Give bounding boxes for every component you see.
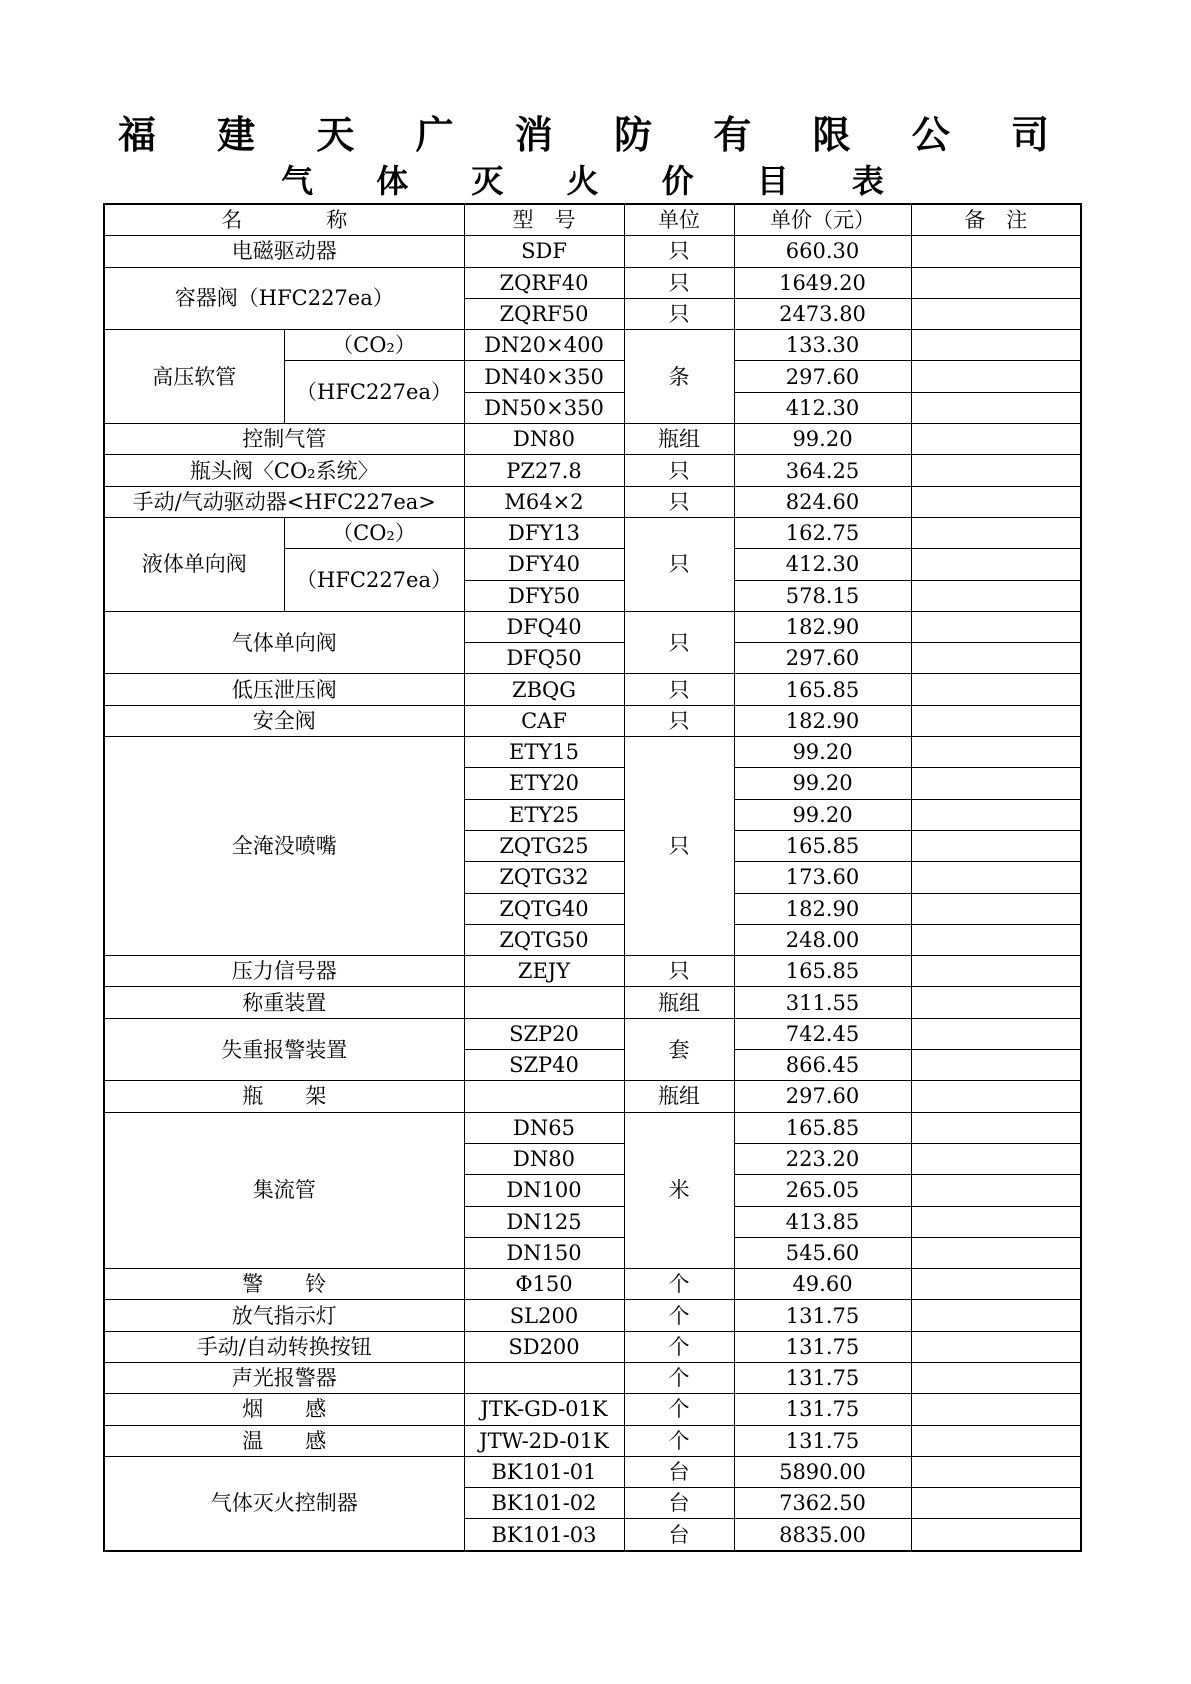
item-remark <box>911 392 1081 423</box>
item-model: BK101-03 <box>464 1519 624 1551</box>
header-remark: 备 注 <box>911 204 1081 236</box>
item-remark <box>911 486 1081 517</box>
item-remark <box>911 455 1081 486</box>
table-row <box>104 517 1081 548</box>
table-row <box>104 1394 1081 1425</box>
item-unit: 瓶组 <box>624 987 734 1018</box>
item-price: 165.85 <box>734 1112 911 1143</box>
table-row <box>104 1269 1081 1300</box>
item-price: 99.20 <box>734 768 911 799</box>
item-model: ZQTG40 <box>464 893 624 924</box>
item-unit: 只 <box>624 674 734 705</box>
item-unit: 只 <box>624 737 734 956</box>
item-unit: 个 <box>624 1425 734 1456</box>
item-name: 声光报警器 <box>104 1362 464 1393</box>
item-remark <box>911 517 1081 548</box>
item-remark <box>911 1425 1081 1456</box>
item-model: DN20×400 <box>464 330 624 361</box>
item-remark <box>911 893 1081 924</box>
item-model: SZP20 <box>464 1018 624 1049</box>
item-price: 5890.00 <box>734 1456 911 1487</box>
table-row <box>104 1456 1081 1487</box>
item-remark <box>911 737 1081 768</box>
item-price: 131.75 <box>734 1331 911 1362</box>
item-remark <box>911 330 1081 361</box>
table-row <box>104 956 1081 987</box>
item-model: DN150 <box>464 1237 624 1268</box>
item-name: 手动/自动转换按钮 <box>104 1331 464 1362</box>
item-price: 297.60 <box>734 1081 911 1112</box>
item-model: DFY50 <box>464 580 624 611</box>
table-row <box>104 486 1081 517</box>
item-remark <box>911 1175 1081 1206</box>
item-remark <box>911 267 1081 298</box>
item-price: 866.45 <box>734 1050 911 1081</box>
item-price: 297.60 <box>734 643 911 674</box>
company-title: 福 建 天 广 消 防 有 限 公 司 <box>117 113 1074 157</box>
item-unit: 米 <box>624 1112 734 1268</box>
table-row <box>104 1112 1081 1143</box>
item-unit: 只 <box>624 705 734 736</box>
item-price: 297.60 <box>734 361 911 392</box>
item-name: 集流管 <box>104 1112 464 1268</box>
item-name: 温 感 <box>104 1425 464 1456</box>
header-model: 型 号 <box>464 204 624 236</box>
item-remark <box>911 705 1081 736</box>
table-row <box>104 455 1081 486</box>
table-header-row <box>104 204 1081 236</box>
item-unit: 瓶组 <box>624 1081 734 1112</box>
item-model: DN50×350 <box>464 392 624 423</box>
table-row <box>104 705 1081 736</box>
item-model: ZQTG25 <box>464 830 624 861</box>
item-unit: 只 <box>624 486 734 517</box>
item-model: SD200 <box>464 1331 624 1362</box>
item-model: BK101-01 <box>464 1456 624 1487</box>
item-name: 瓶 架 <box>104 1081 464 1112</box>
item-unit: 条 <box>624 330 734 424</box>
item-model: SZP40 <box>464 1050 624 1081</box>
item-remark <box>911 956 1081 987</box>
item-model: BK101-02 <box>464 1488 624 1519</box>
item-price: 311.55 <box>734 987 911 1018</box>
item-model: ZQRF50 <box>464 298 624 329</box>
item-model: SDF <box>464 236 624 267</box>
item-price: 412.30 <box>734 392 911 423</box>
item-model: DN80 <box>464 424 624 455</box>
item-name: 放气指示灯 <box>104 1300 464 1331</box>
item-price: 248.00 <box>734 924 911 955</box>
item-price: 162.75 <box>734 517 911 548</box>
item-remark <box>911 987 1081 1018</box>
item-subtype: （CO₂） <box>284 517 464 548</box>
item-price: 742.45 <box>734 1018 911 1049</box>
item-remark <box>911 1206 1081 1237</box>
item-unit: 只 <box>624 236 734 267</box>
item-price: 1649.20 <box>734 267 911 298</box>
item-remark <box>911 799 1081 830</box>
item-model: ZEJY <box>464 956 624 987</box>
item-name: 气体单向阀 <box>104 611 464 674</box>
item-price: 182.90 <box>734 611 911 642</box>
item-unit: 个 <box>624 1300 734 1331</box>
header-name: 名 称 <box>104 204 464 236</box>
item-price: 131.75 <box>734 1300 911 1331</box>
item-price: 223.20 <box>734 1143 911 1174</box>
item-model: SL200 <box>464 1300 624 1331</box>
item-model: DFQ40 <box>464 611 624 642</box>
item-name: 安全阀 <box>104 705 464 736</box>
item-model: DN80 <box>464 1143 624 1174</box>
table-row <box>104 330 1081 361</box>
price-list-title: 气 体 灭 火 价 目 表 <box>281 162 910 200</box>
item-name: 电磁驱动器 <box>104 236 464 267</box>
item-price: 182.90 <box>734 893 911 924</box>
item-name: 失重报警装置 <box>104 1018 464 1081</box>
table-row <box>104 987 1081 1018</box>
item-remark <box>911 924 1081 955</box>
item-unit: 只 <box>624 455 734 486</box>
item-unit: 瓶组 <box>624 424 734 455</box>
item-model: ZQTG32 <box>464 862 624 893</box>
item-price: 49.60 <box>734 1269 911 1300</box>
table-row <box>104 1018 1081 1049</box>
item-price: 173.60 <box>734 862 911 893</box>
header-price: 单价（元） <box>734 204 911 236</box>
item-unit: 个 <box>624 1394 734 1425</box>
item-price: 131.75 <box>734 1425 911 1456</box>
item-model <box>464 1362 624 1393</box>
item-price: 131.75 <box>734 1362 911 1393</box>
item-price: 165.85 <box>734 674 911 705</box>
price-table <box>103 203 1082 1552</box>
item-price: 133.30 <box>734 330 911 361</box>
item-model <box>464 987 624 1018</box>
item-price: 165.85 <box>734 956 911 987</box>
item-model: JTW-2D-01K <box>464 1425 624 1456</box>
item-price: 131.75 <box>734 1394 911 1425</box>
item-model: DN65 <box>464 1112 624 1143</box>
table-row <box>104 674 1081 705</box>
table-row <box>104 1362 1081 1393</box>
item-remark <box>911 1394 1081 1425</box>
table-row <box>104 611 1081 642</box>
item-remark <box>911 1331 1081 1362</box>
item-name: 手动/气动驱动器<HFC227ea> <box>104 486 464 517</box>
item-name: 液体单向阀 <box>104 517 284 611</box>
item-price: 364.25 <box>734 455 911 486</box>
item-remark <box>911 236 1081 267</box>
item-unit: 个 <box>624 1331 734 1362</box>
item-price: 165.85 <box>734 830 911 861</box>
item-price: 182.90 <box>734 705 911 736</box>
item-name: 烟 感 <box>104 1394 464 1425</box>
table-row <box>104 737 1081 768</box>
item-unit: 个 <box>624 1269 734 1300</box>
item-unit: 个 <box>624 1362 734 1393</box>
item-model: ETY20 <box>464 768 624 799</box>
item-remark <box>911 1050 1081 1081</box>
item-unit: 套 <box>624 1018 734 1081</box>
item-model: ETY15 <box>464 737 624 768</box>
item-price: 660.30 <box>734 236 911 267</box>
item-remark <box>911 643 1081 674</box>
item-remark <box>911 674 1081 705</box>
item-remark <box>911 1269 1081 1300</box>
item-remark <box>911 1456 1081 1487</box>
item-unit: 只 <box>624 298 734 329</box>
price-table-container <box>103 203 1082 1552</box>
header-unit: 单位 <box>624 204 734 236</box>
item-remark <box>911 1081 1081 1112</box>
item-model: DFQ50 <box>464 643 624 674</box>
item-remark <box>911 830 1081 861</box>
item-remark <box>911 298 1081 329</box>
item-remark <box>911 1143 1081 1174</box>
item-unit: 只 <box>624 611 734 674</box>
item-model: PZ27.8 <box>464 455 624 486</box>
item-name: 压力信号器 <box>104 956 464 987</box>
item-price: 265.05 <box>734 1175 911 1206</box>
table-row <box>104 1081 1081 1112</box>
item-price: 99.20 <box>734 799 911 830</box>
item-remark <box>911 424 1081 455</box>
item-name: 控制气管 <box>104 424 464 455</box>
item-subtype: （HFC227ea） <box>284 549 464 612</box>
item-price: 99.20 <box>734 424 911 455</box>
table-row <box>104 424 1081 455</box>
item-model: M64×2 <box>464 486 624 517</box>
item-price: 412.30 <box>734 549 911 580</box>
item-remark <box>911 611 1081 642</box>
item-price: 578.15 <box>734 580 911 611</box>
item-remark <box>911 1237 1081 1268</box>
item-price: 413.85 <box>734 1206 911 1237</box>
item-price: 824.60 <box>734 486 911 517</box>
item-unit: 台 <box>624 1488 734 1519</box>
item-name: 低压泄压阀 <box>104 674 464 705</box>
item-model: ZBQG <box>464 674 624 705</box>
table-row <box>104 236 1081 267</box>
item-price: 545.60 <box>734 1237 911 1268</box>
item-model: DN125 <box>464 1206 624 1237</box>
item-model: ZQTG50 <box>464 924 624 955</box>
item-model: ETY25 <box>464 799 624 830</box>
item-price: 7362.50 <box>734 1488 911 1519</box>
item-model: JTK-GD-01K <box>464 1394 624 1425</box>
table-row <box>104 267 1081 298</box>
item-price: 2473.80 <box>734 298 911 329</box>
item-model: DFY13 <box>464 517 624 548</box>
item-model: Φ150 <box>464 1269 624 1300</box>
table-row <box>104 1300 1081 1331</box>
item-remark <box>911 361 1081 392</box>
item-model: CAF <box>464 705 624 736</box>
item-name: 警 铃 <box>104 1269 464 1300</box>
item-price: 99.20 <box>734 737 911 768</box>
item-remark <box>911 1519 1081 1551</box>
item-remark <box>911 862 1081 893</box>
item-name: 瓶头阀〈CO₂系统〉 <box>104 455 464 486</box>
item-remark <box>911 1300 1081 1331</box>
item-remark <box>911 580 1081 611</box>
item-model: DN40×350 <box>464 361 624 392</box>
item-model: DFY40 <box>464 549 624 580</box>
item-name: 全淹没喷嘴 <box>104 737 464 956</box>
item-unit: 只 <box>624 517 734 611</box>
item-remark <box>911 1362 1081 1393</box>
item-price: 8835.00 <box>734 1519 911 1551</box>
item-remark <box>911 1488 1081 1519</box>
item-remark <box>911 768 1081 799</box>
item-model: ZQRF40 <box>464 267 624 298</box>
item-name: 气体灭火控制器 <box>104 1456 464 1550</box>
item-unit: 台 <box>624 1456 734 1487</box>
item-remark <box>911 1112 1081 1143</box>
item-model <box>464 1081 624 1112</box>
item-subtype: （HFC227ea） <box>284 361 464 424</box>
table-row <box>104 1331 1081 1362</box>
item-unit: 只 <box>624 956 734 987</box>
item-unit: 只 <box>624 267 734 298</box>
item-name: 称重装置 <box>104 987 464 1018</box>
item-unit: 台 <box>624 1519 734 1551</box>
item-subtype: （CO₂） <box>284 330 464 361</box>
item-name: 容器阀（HFC227ea） <box>104 267 464 330</box>
table-row <box>104 1425 1081 1456</box>
item-model: DN100 <box>464 1175 624 1206</box>
item-name: 高压软管 <box>104 330 284 424</box>
item-remark <box>911 549 1081 580</box>
item-remark <box>911 1018 1081 1049</box>
